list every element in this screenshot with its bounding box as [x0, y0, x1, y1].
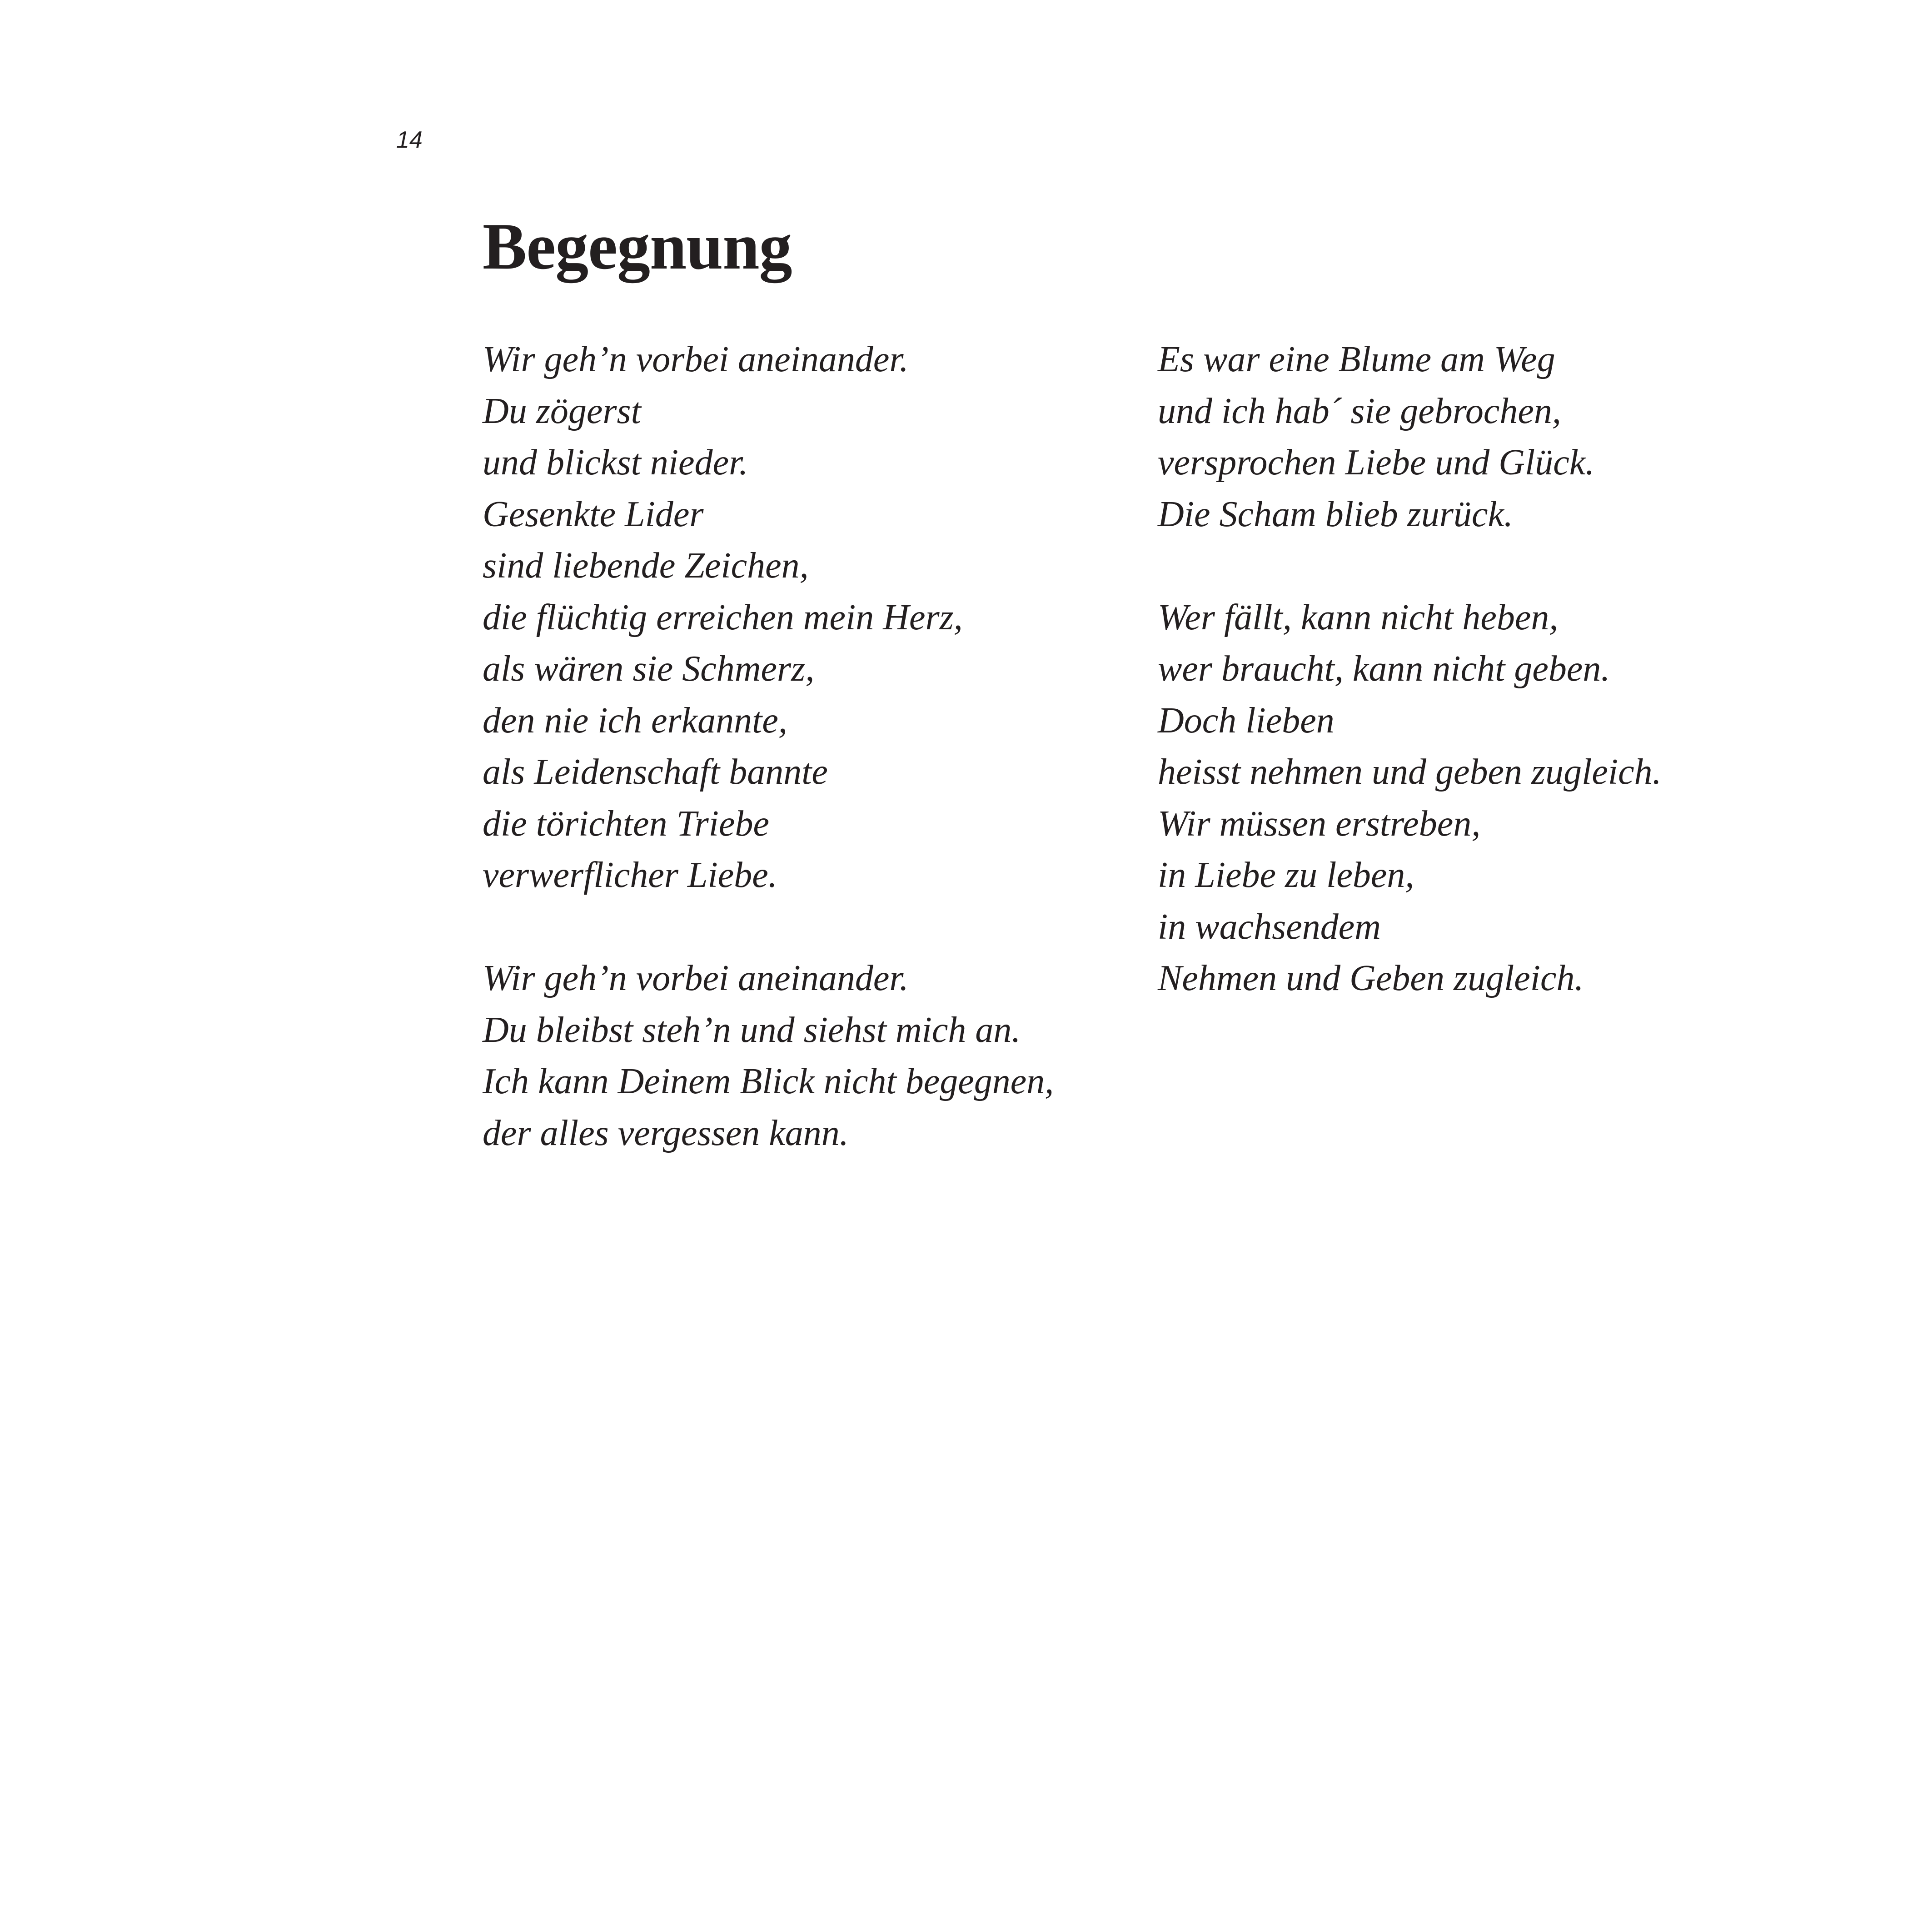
poem-line: heisst nehmen und geben zugleich.	[1158, 752, 1662, 792]
poem-line: Du bleibst steh’n und siehst mich an.	[483, 1010, 1021, 1050]
poem-line: Wir geh’n vorbei aneinander.	[483, 339, 909, 379]
poem-line: die törichten Triebe	[483, 803, 770, 844]
stanza	[483, 953, 1054, 1159]
poem-line: Du zögerst	[483, 391, 641, 431]
poem-line: versprochen Liebe und Glück.	[1158, 443, 1595, 483]
poem-line: Nehmen und Geben zugleich.	[1158, 958, 1584, 998]
poem-line: sind liebende Zeichen,	[483, 546, 809, 586]
poem-line: den nie ich erkannte,	[483, 700, 787, 741]
poem-line: in wachsendem	[1158, 906, 1381, 947]
stanza	[1158, 592, 1662, 1005]
poem-line: als wären sie Schmerz,	[483, 649, 815, 689]
poem-line: in Liebe zu leben,	[1158, 855, 1414, 895]
poem-line: und ich hab´ sie gebrochen,	[1158, 391, 1561, 431]
poem-line: Wer fällt, kann nicht heben,	[1158, 597, 1559, 637]
poem-line: Ich kann Deinem Blick nicht begegnen,	[483, 1061, 1054, 1101]
poem-line: wer braucht, kann nicht geben.	[1158, 649, 1610, 689]
poem-title: Begegnung	[483, 209, 792, 283]
poem-line: Die Scham blieb zurück.	[1158, 494, 1514, 534]
poem-line: Gesenkte Lider	[483, 494, 704, 534]
stanza	[1158, 334, 1662, 540]
poem-line: der alles vergessen kann.	[483, 1113, 849, 1153]
poem-line: die flüchtig erreichen mein Herz,	[483, 597, 963, 637]
poem-line: und blickst nieder.	[483, 443, 748, 483]
stanza	[483, 334, 1054, 901]
poem-column-right	[1158, 334, 1662, 1005]
poem-line: Doch lieben	[1158, 700, 1334, 741]
poem-line: verwerflicher Liebe.	[483, 855, 777, 895]
poem-line: Es war eine Blume am Weg	[1158, 339, 1555, 379]
poem-column-left	[483, 334, 1054, 1159]
page-number: 14	[396, 127, 423, 153]
poem-line: als Leidenschaft bannte	[483, 752, 828, 792]
poem-line: Wir geh’n vorbei aneinander.	[483, 958, 909, 998]
poem-line: Wir müssen erstreben,	[1158, 803, 1481, 844]
